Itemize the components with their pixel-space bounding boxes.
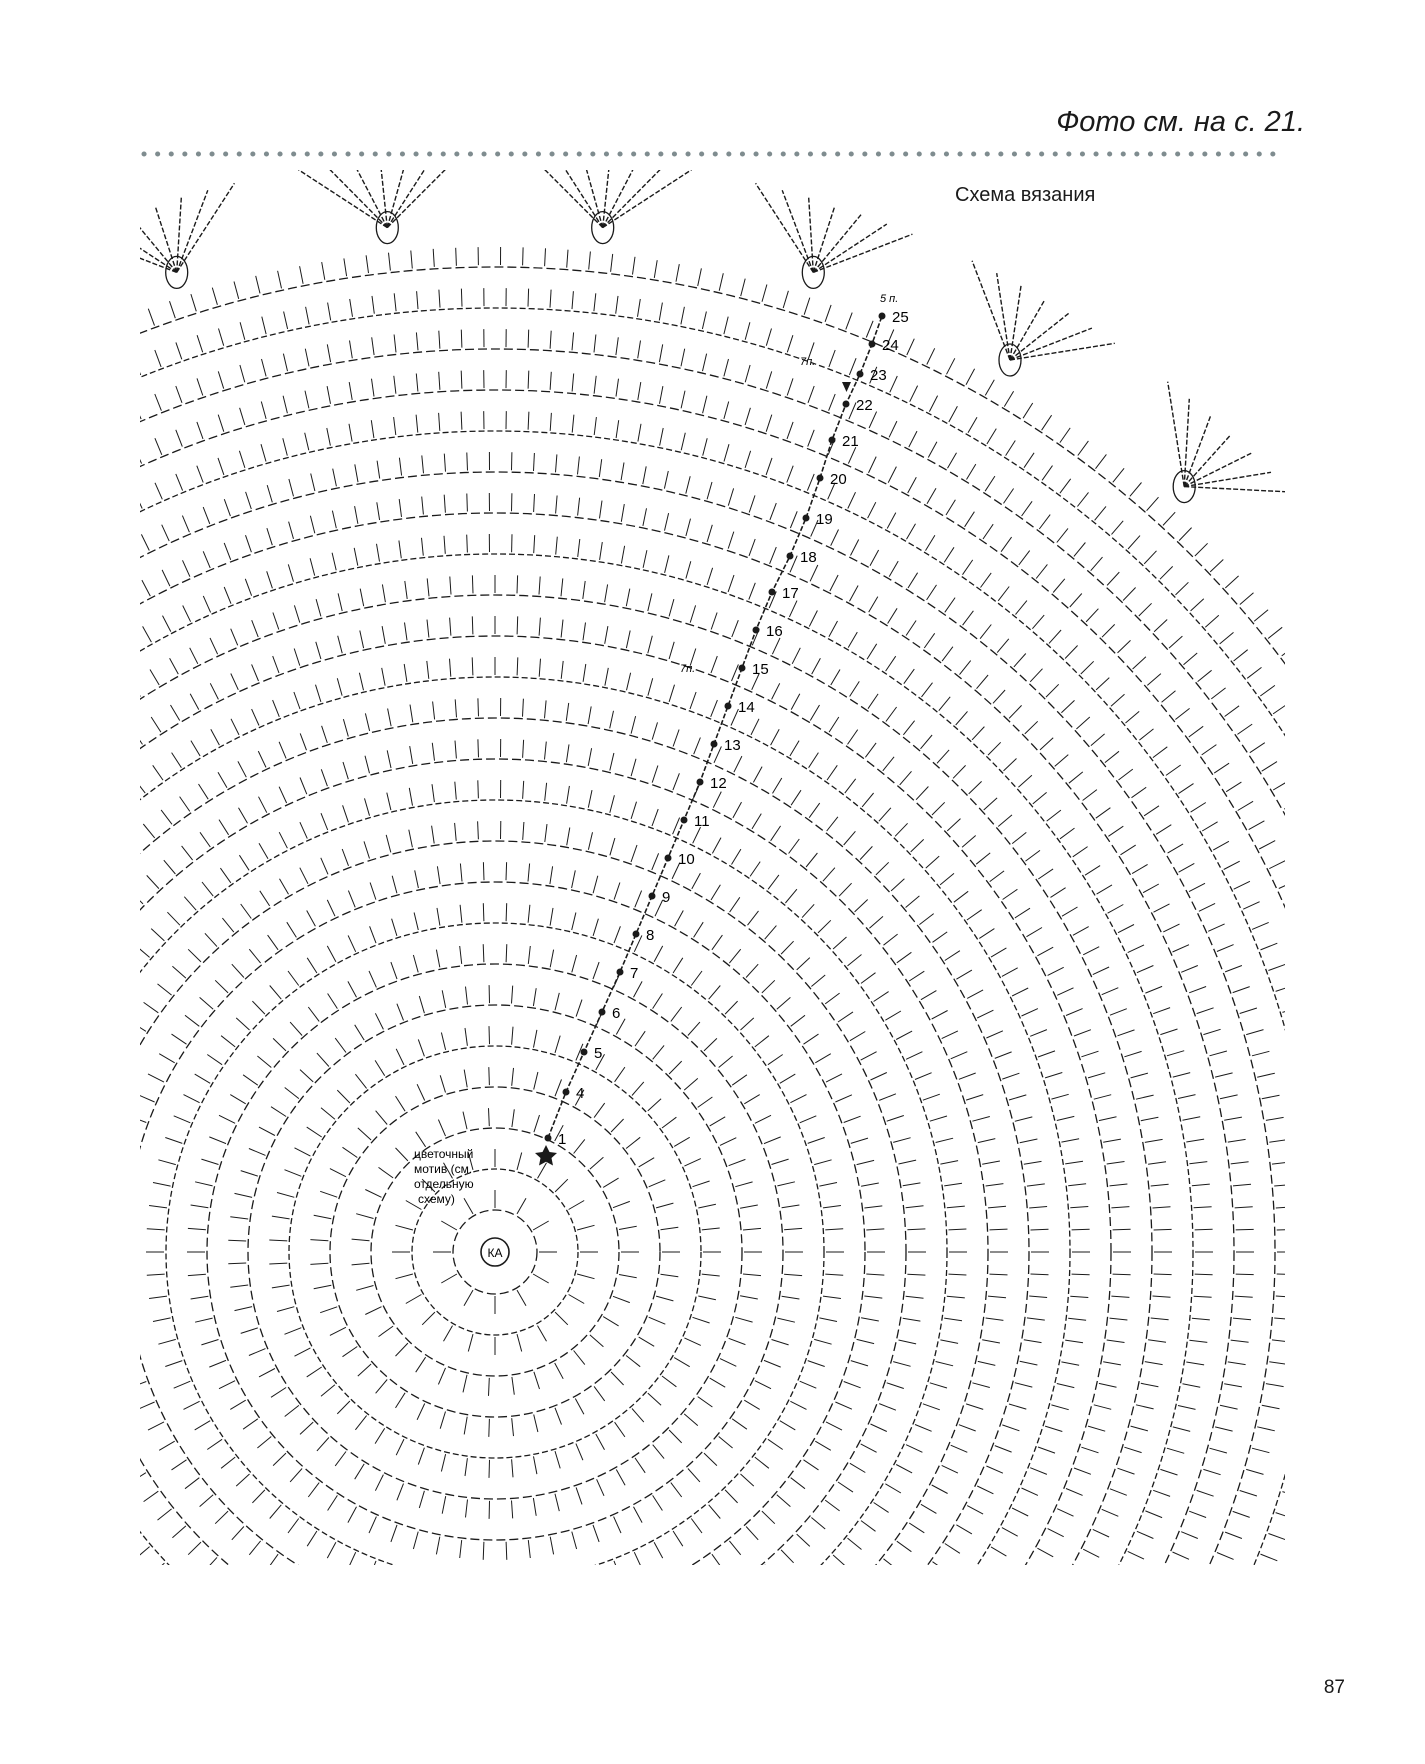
row-number: 23 — [870, 367, 887, 384]
row-start-dot — [829, 437, 836, 444]
stitch-ring — [0, 411, 1336, 1764]
row-start-dot — [697, 779, 704, 786]
petal-fan — [972, 261, 1115, 376]
row-start-dot — [711, 741, 718, 748]
row-number: 5 — [594, 1045, 603, 1062]
stitch-rings — [0, 153, 1425, 1764]
row-start-dot — [857, 371, 864, 378]
stitch-ring — [0, 616, 1131, 1764]
row-start-dot — [665, 855, 672, 862]
motif-note-line-2: мотив (см. — [414, 1162, 473, 1176]
arrowhead-icon — [842, 382, 851, 392]
petal-fan — [1317, 541, 1425, 674]
petal-fan — [0, 261, 18, 376]
row-number: 4 — [576, 1085, 585, 1102]
stitch-ring — [0, 452, 1295, 1764]
row-number: 7 — [630, 965, 639, 982]
row-start-dot — [581, 1049, 588, 1056]
motif-note-line-1: цветочный — [414, 1147, 474, 1161]
center-group — [481, 1238, 509, 1266]
row-number: 13 — [724, 737, 741, 754]
row-start-dot — [753, 627, 760, 634]
row-start-dot — [633, 931, 640, 938]
row-number: 14 — [738, 699, 755, 716]
scheme-title: Схема вязания — [955, 184, 1096, 206]
row-number: 16 — [766, 623, 783, 640]
row-number: 12 — [710, 775, 727, 792]
stitch-ring — [0, 493, 1254, 1764]
row-start-dot — [563, 1089, 570, 1096]
stitch-ring — [0, 370, 1377, 1764]
page-number: 87 — [1323, 1677, 1345, 1698]
stitch-ring — [0, 288, 1425, 1764]
row-start-dot — [649, 893, 656, 900]
petal-fan — [756, 183, 913, 288]
row-start-dot — [803, 515, 810, 522]
row-number: 10 — [678, 851, 695, 868]
center-label: КА — [487, 1246, 503, 1260]
row-start-dot — [739, 665, 746, 672]
row-number: 15 — [752, 661, 769, 678]
annotation-7p-mid: 7п. — [680, 663, 696, 675]
row-start-dot — [787, 553, 794, 560]
row-number: 18 — [800, 549, 817, 566]
petal-fan — [1168, 382, 1291, 503]
row-start-dot — [617, 969, 624, 976]
stitch-ring — [0, 575, 1172, 1764]
row-number: 8 — [646, 927, 655, 944]
annotation-7p-upper: 7п. — [800, 356, 816, 368]
row-start-dot — [599, 1009, 606, 1016]
row-start-dot — [769, 589, 776, 596]
row-number: 9 — [662, 889, 671, 906]
stitch-ring — [0, 698, 1049, 1764]
row-number: 21 — [842, 433, 859, 450]
petal-fan — [78, 183, 235, 288]
row-number: 22 — [856, 397, 873, 414]
motif-note — [414, 1147, 474, 1206]
petal-fan — [298, 153, 462, 244]
motif-note-line-3: отдельную — [414, 1177, 474, 1191]
row-start-dot — [869, 341, 876, 348]
row-number: 6 — [612, 1005, 621, 1022]
row-number: 17 — [782, 585, 799, 602]
row-number: 20 — [830, 471, 847, 488]
photo-reference: Фото см. на с. 21. — [1056, 106, 1305, 138]
row-start-dot — [817, 475, 824, 482]
row-number: 11 — [694, 813, 710, 830]
row-start-dot — [681, 817, 688, 824]
row-number: 19 — [816, 511, 833, 528]
motif-note-line-4: схему) — [418, 1192, 455, 1206]
row-start-dot — [879, 313, 886, 320]
petal-fan — [528, 153, 692, 244]
row-number: 24 — [882, 337, 899, 354]
annotation-5p: 5 п. — [880, 293, 899, 305]
row-start-dot — [725, 703, 732, 710]
row-number: 1 — [558, 1131, 567, 1148]
stitch-ring — [0, 657, 1090, 1764]
row-start-dot — [843, 401, 850, 408]
star-icon — [535, 1145, 557, 1166]
row-number: 25 — [892, 309, 909, 326]
row-start-dot — [545, 1135, 552, 1142]
